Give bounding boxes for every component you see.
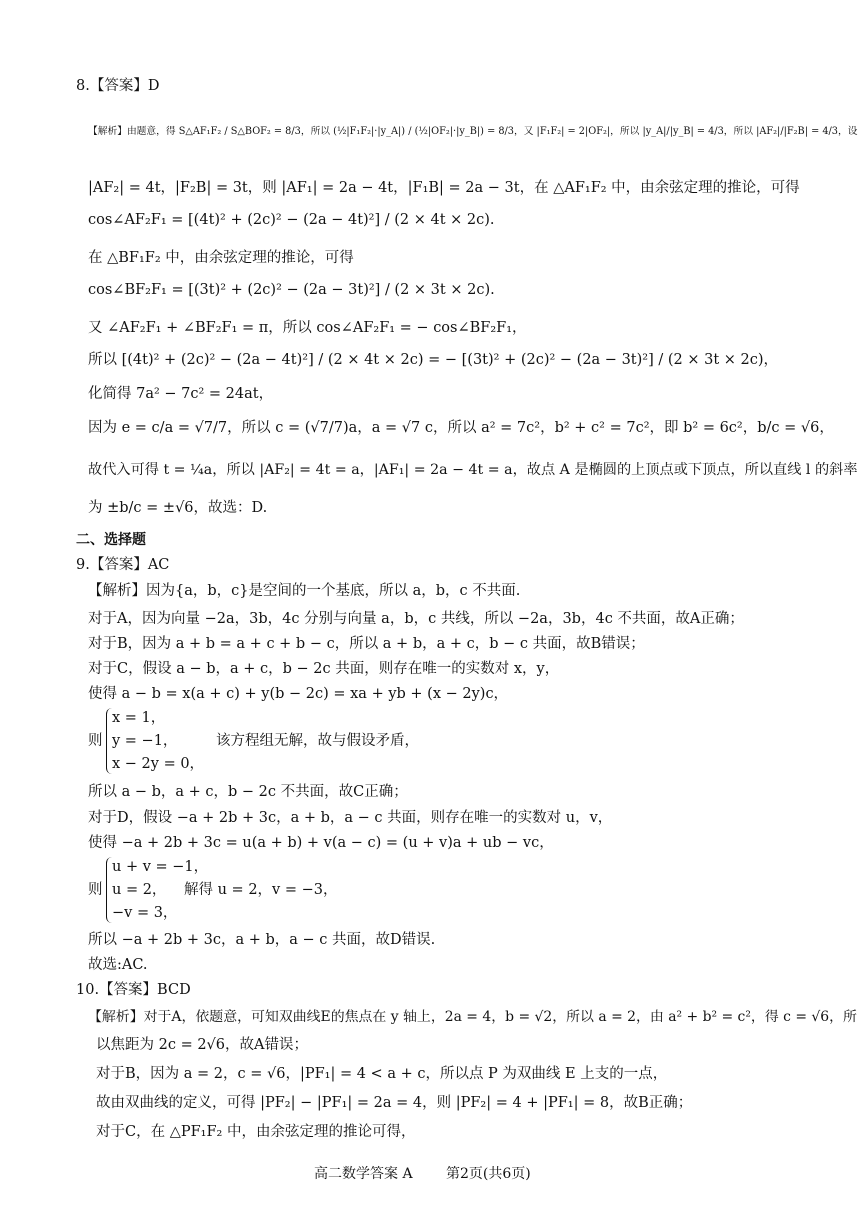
q10-answer: 10.【答案】BCD [76,982,191,998]
q9-system1-note: 该方程组无解，故与假设矛盾， [216,733,419,749]
footer-subject: 高二数学答案 A [314,1166,413,1182]
q9-system1-eq1: x = 1， [112,710,166,726]
q8-substitution: 故代入可得 t = ¼a，所以 |AF₂| = 4t = a，|AF₁| = 2a − 4t = a，故点 A 是椭圆的上顶点或下顶点，所以直线 l 的斜率 [88,462,858,478]
q9-option-b: 对于B，因为 a + b = a + c + b − c，所以 a + b，a + c，b − c 共面，故B错误； [88,636,645,652]
q8-solution-line1 [88,122,857,142]
q9-option-c-equation: 使得 a − b = x(a + c) + y(b − 2c) = xa + yb + (x − 2y)c， [88,686,509,702]
q9-solution-line1: 【解析】因为{a，b，c}是空间的一个基底，所以 a，b，c 不共面. [88,583,521,599]
q9-answer: 9.【答案】AC [76,557,170,573]
q10-option-b-cont: 故由双曲线的定义，可得 |PF₂| − |PF₁| = 2a = 4，则 |PF₂| = 4 + |PF₁| = 8，故B正确； [96,1095,693,1111]
q10-option-c: 对于C，在 △PF₁F₂ 中，由余弦定理的推论可得， [96,1124,416,1140]
q9-final: 故选:AC. [88,957,148,973]
q9-system1-eq3: x − 2y = 0， [112,756,205,772]
q8-cos-a-formula: cos∠AF₂F₁ = [(4t)² + (2c)² − (2a − 4t)²] / (2 × 4t × 2c). [88,212,495,228]
q8-conclusion: 为 ±b/c = ±√6，故选：D. [88,500,268,516]
q8-solution-line6: 又 ∠AF₂F₁ + ∠BF₂F₁ = π，所以 cos∠AF₂F₁ = − cos∠BF₂F₁， [88,320,527,336]
section-heading: 二、选择题 [76,532,146,548]
q9-system2-eq1: u + v = −1， [112,859,209,875]
q10-option-a: 【解析】对于A，依题意，可知双曲线E的焦点在 y 轴上，2a = 4，b = √2，所以 a = 2，由 a² + b² = c²，得 c = √6，所 [88,1009,857,1025]
q9-system2-prefix: 则 [88,882,103,898]
q9-system2-eq3: −v = 3， [112,905,178,921]
q9-option-a: 对于A，因为向量 −2a，3b，4c 分别与向量 a，b，c 共线，所以 −2a，3b，4c 不共面，故A正确； [88,611,744,627]
q9-option-d-result: 所以 −a + 2b + 3c，a + b，a − c 共面，故D错误. [88,932,436,948]
q10-option-b: 对于B，因为 a = 2，c = √6，|PF₁| = 4 < a + c，所以点 P 为双曲线 E 上支的一点， [96,1066,668,1082]
q8-solution-line4: 在 △BF₁F₂ 中，由余弦定理的推论，可得 [88,250,354,266]
q8-area-ratio: S△AF₁F₂ / S△BOF₂ = 8/3，所以 [178,126,331,137]
q9-system2-note: 解得 u = 2，v = −3， [184,882,338,898]
q8-solution-line2: |AF₂| = 4t，|F₂B| = 3t，则 |AF₁| = 2a − 4t，|F₁B| = 2a − 3t，在 △AF₁F₂ 中，由余弦定理的推论，可得 [88,180,800,196]
q9-system2-eq2: u = 2， [112,882,167,898]
q9-system1-eq2: y = −1， [112,733,178,749]
q8-answer: 8.【答案】D [76,78,160,94]
q8-equation: 所以 [(4t)² + (2c)² − (2a − 4t)²] / (2 × 4t × 2c) = − [(3t)² + (2c)² − (2a − 3t)²] / (2 × 3t × 2c)， [88,352,779,368]
footer-page-number: 第2页(共6页) [446,1166,531,1182]
q9-option-c-result: 所以 a − b，a + c，b − 2c 不共面，故C正确； [88,784,408,800]
q8-height-ratio: (½|F₁F₂|·|y_A|) / (½|OF₂|·|y_B|) = 8/3，又 |F₁F₂| = 2|OF₂|，所以 |y_A|/|y_B| = 4/3，所以 |AF₂|/|F₂B| = 4/3，设 [333,126,858,137]
q10-option-a-cont: 以焦距为 2c = 2√6，故A错误； [96,1037,308,1053]
q8-solution-lead: 【解析】由题意，得 [88,126,176,137]
q8-cos-b-formula: cos∠BF₂F₁ = [(3t)² + (2c)² − (2a − 3t)²] / (2 × 3t × 2c). [88,282,495,298]
q8-simplified: 化简得 7a² − 7c² = 24at， [88,386,274,402]
q9-option-d-equation: 使得 −a + 2b + 3c = u(a + b) + v(a − c) = (u + v)a + ub − vc， [88,835,554,851]
q9-option-c: 对于C，假设 a − b，a + c，b − 2c 共面，则存在唯一的实数对 x，y， [88,661,560,677]
q8-eccentricity: 因为 e = c/a = √7/7，所以 c = (√7/7)a，a = √7 c，所以 a² = 7c²，b² + c² = 7c²，即 b² = 6c²，b/c = √6， [88,420,834,436]
q9-system1-prefix: 则 [88,733,103,749]
q9-option-d: 对于D，假设 −a + 2b + 3c，a + b，a − c 共面，则存在唯一的实数对 u，v， [88,810,613,826]
